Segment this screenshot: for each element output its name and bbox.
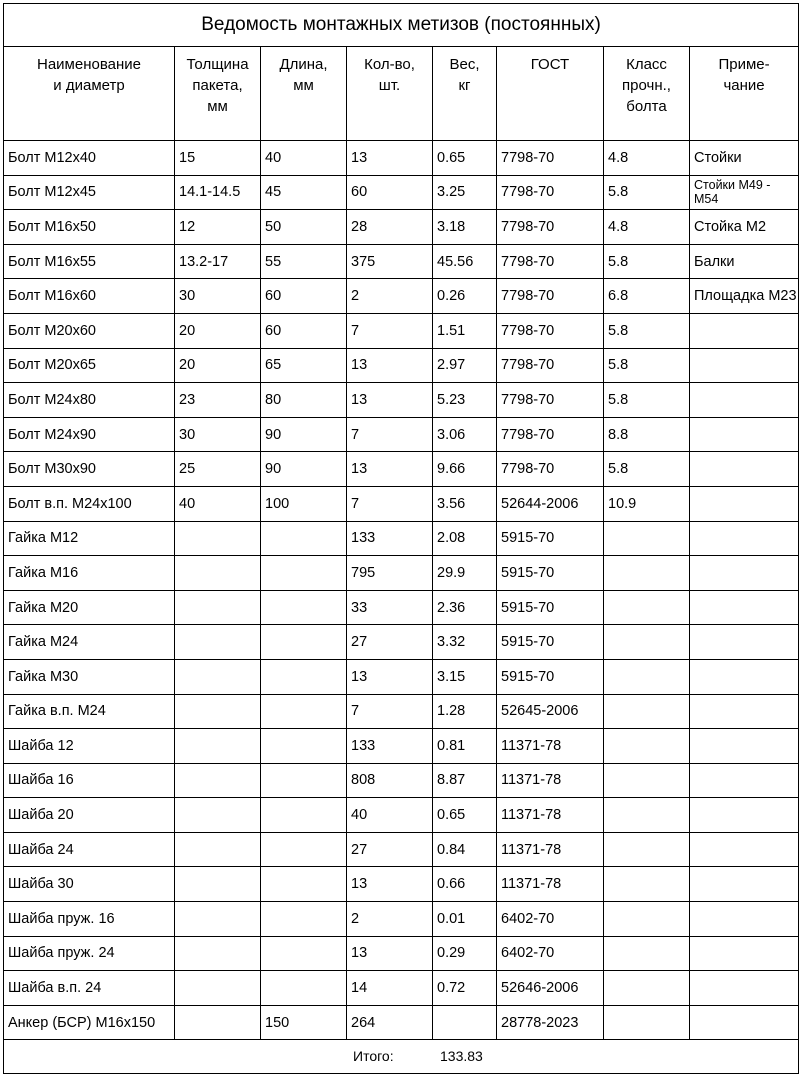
cell-thickness: 23 (175, 383, 261, 418)
cell-name: Гайка М30 (4, 659, 175, 694)
cell-weight: 3.32 (433, 625, 497, 660)
cell-gost: 28778-2023 (497, 1005, 604, 1040)
cell-note: Стойка М2 (690, 210, 799, 245)
cell-quantity: 33 (347, 590, 433, 625)
cell-quantity: 13 (347, 348, 433, 383)
cell-weight: 2.97 (433, 348, 497, 383)
header-line: Класс (626, 56, 667, 73)
table-body (4, 141, 799, 1040)
total-label: Итого: (353, 1048, 394, 1065)
cell-length (261, 521, 347, 556)
cell-name: Болт М20x60 (4, 313, 175, 348)
cell-length (261, 798, 347, 833)
cell-weight: 2.36 (433, 590, 497, 625)
metizy-sheet (3, 3, 798, 1063)
cell-length: 45 (261, 175, 347, 210)
cell-note (690, 694, 799, 729)
cell-length: 80 (261, 383, 347, 418)
cell-quantity: 133 (347, 521, 433, 556)
cell-name: Шайба 16 (4, 763, 175, 798)
cell-quantity: 808 (347, 763, 433, 798)
header-line: Наименование (37, 56, 141, 73)
cell-thickness: 20 (175, 313, 261, 348)
cell-thickness: 30 (175, 417, 261, 452)
cell-length (261, 556, 347, 591)
table-row (4, 694, 799, 729)
cell-gost: 5915-70 (497, 590, 604, 625)
header-thickness (175, 47, 261, 141)
cell-length (261, 867, 347, 902)
cell-note (690, 590, 799, 625)
cell-gost: 7798-70 (497, 313, 604, 348)
header-line: Кол-во, (364, 56, 415, 73)
cell-length (261, 832, 347, 867)
cell-length: 55 (261, 244, 347, 279)
cell-name: Шайба 12 (4, 729, 175, 764)
cell-length: 150 (261, 1005, 347, 1040)
cell-name: Гайка М20 (4, 590, 175, 625)
cell-thickness: 20 (175, 348, 261, 383)
cell-name: Болт М16x50 (4, 210, 175, 245)
cell-gost: 7798-70 (497, 244, 604, 279)
cell-quantity: 13 (347, 867, 433, 902)
header-line: Вес, (449, 56, 480, 73)
cell-weight: 0.65 (433, 798, 497, 833)
cell-thickness (175, 763, 261, 798)
table-row (4, 452, 799, 487)
cell-strength-class (604, 729, 690, 764)
cell-thickness: 15 (175, 141, 261, 176)
cell-strength-class (604, 936, 690, 971)
cell-gost: 7798-70 (497, 279, 604, 314)
cell-strength-class (604, 832, 690, 867)
cell-name: Гайка М24 (4, 625, 175, 660)
cell-strength-class (604, 694, 690, 729)
cell-quantity: 13 (347, 936, 433, 971)
cell-gost: 7798-70 (497, 383, 604, 418)
cell-weight: 0.65 (433, 141, 497, 176)
cell-note (690, 417, 799, 452)
cell-thickness (175, 659, 261, 694)
cell-strength-class: 5.8 (604, 452, 690, 487)
header-line: болта (626, 98, 667, 115)
cell-quantity: 13 (347, 141, 433, 176)
total-cell (4, 1040, 799, 1074)
cell-name: Шайба пруж. 16 (4, 902, 175, 937)
cell-length (261, 763, 347, 798)
header-quantity (347, 47, 433, 141)
cell-quantity: 7 (347, 417, 433, 452)
header-line: ГОСТ (530, 56, 570, 73)
cell-weight: 29.9 (433, 556, 497, 591)
table-row (4, 244, 799, 279)
cell-name: Болт М12x45 (4, 175, 175, 210)
cell-weight: 0.66 (433, 867, 497, 902)
cell-length (261, 625, 347, 660)
cell-gost: 11371-78 (497, 798, 604, 833)
cell-weight: 5.23 (433, 383, 497, 418)
table-row (4, 210, 799, 245)
cell-gost: 11371-78 (497, 832, 604, 867)
cell-length: 50 (261, 210, 347, 245)
cell-strength-class (604, 867, 690, 902)
cell-note (690, 383, 799, 418)
cell-strength-class (604, 902, 690, 937)
cell-quantity: 28 (347, 210, 433, 245)
cell-name: Шайба в.п. 24 (4, 971, 175, 1006)
cell-thickness: 13.2-17 (175, 244, 261, 279)
header-length (261, 47, 347, 141)
cell-strength-class: 6.8 (604, 279, 690, 314)
cell-quantity: 7 (347, 313, 433, 348)
cell-length (261, 902, 347, 937)
cell-note (690, 832, 799, 867)
table-title: Ведомость монтажных метизов (постоянных) (4, 4, 799, 47)
cell-note (690, 971, 799, 1006)
cell-weight: 0.84 (433, 832, 497, 867)
header-line: чание (723, 77, 765, 94)
cell-thickness: 40 (175, 486, 261, 521)
cell-note (690, 1005, 799, 1040)
cell-gost: 7798-70 (497, 175, 604, 210)
cell-note: Площадка М23 (690, 279, 799, 314)
header-line: мм (293, 77, 314, 94)
cell-weight: 2.08 (433, 521, 497, 556)
table-row (4, 348, 799, 383)
header-line: Длина, (279, 56, 328, 73)
table-row (4, 659, 799, 694)
cell-quantity: 795 (347, 556, 433, 591)
cell-length: 60 (261, 313, 347, 348)
cell-quantity: 40 (347, 798, 433, 833)
header-weight (433, 47, 497, 141)
header-row (4, 47, 799, 141)
cell-gost: 7798-70 (497, 452, 604, 487)
cell-name: Шайба пруж. 24 (4, 936, 175, 971)
cell-strength-class (604, 659, 690, 694)
cell-name: Болт М20x65 (4, 348, 175, 383)
cell-name: Шайба 20 (4, 798, 175, 833)
cell-strength-class: 10.9 (604, 486, 690, 521)
cell-thickness (175, 798, 261, 833)
cell-quantity: 14 (347, 971, 433, 1006)
cell-note: Стойки М49 - М54 (690, 175, 799, 210)
table-row (4, 832, 799, 867)
cell-name: Гайка в.п. М24 (4, 694, 175, 729)
cell-weight: 0.26 (433, 279, 497, 314)
cell-quantity: 7 (347, 486, 433, 521)
cell-strength-class (604, 971, 690, 1006)
cell-note (690, 625, 799, 660)
cell-note: Балки (690, 244, 799, 279)
cell-name: Болт М24x80 (4, 383, 175, 418)
cell-length: 65 (261, 348, 347, 383)
cell-name: Шайба 24 (4, 832, 175, 867)
cell-weight: 1.28 (433, 694, 497, 729)
cell-length (261, 936, 347, 971)
table-row (4, 729, 799, 764)
cell-strength-class (604, 521, 690, 556)
cell-strength-class: 5.8 (604, 313, 690, 348)
cell-strength-class (604, 763, 690, 798)
cell-length (261, 590, 347, 625)
table-row (4, 313, 799, 348)
cell-thickness: 12 (175, 210, 261, 245)
table-row (4, 798, 799, 833)
cell-gost: 11371-78 (497, 867, 604, 902)
cell-name: Болт М12x40 (4, 141, 175, 176)
header-line: и диаметр (53, 77, 125, 94)
table-row (4, 936, 799, 971)
header-line: пакета, (192, 77, 243, 94)
cell-quantity: 27 (347, 832, 433, 867)
cell-gost: 11371-78 (497, 763, 604, 798)
cell-note (690, 486, 799, 521)
cell-gost: 11371-78 (497, 729, 604, 764)
cell-strength-class (604, 798, 690, 833)
table-row (4, 590, 799, 625)
table-row (4, 521, 799, 556)
cell-strength-class: 5.8 (604, 175, 690, 210)
total-row (4, 1040, 799, 1074)
cell-weight: 0.81 (433, 729, 497, 764)
cell-quantity: 264 (347, 1005, 433, 1040)
cell-weight: 8.87 (433, 763, 497, 798)
cell-thickness (175, 867, 261, 902)
cell-thickness (175, 729, 261, 764)
cell-gost: 7798-70 (497, 210, 604, 245)
cell-gost: 6402-70 (497, 902, 604, 937)
cell-thickness (175, 521, 261, 556)
cell-weight: 3.06 (433, 417, 497, 452)
cell-thickness (175, 590, 261, 625)
cell-weight: 1.51 (433, 313, 497, 348)
cell-thickness (175, 971, 261, 1006)
cell-strength-class: 4.8 (604, 141, 690, 176)
cell-note (690, 729, 799, 764)
cell-note: Стойки (690, 141, 799, 176)
cell-length (261, 729, 347, 764)
cell-weight: 45.56 (433, 244, 497, 279)
header-note (690, 47, 799, 141)
cell-note (690, 521, 799, 556)
cell-gost: 7798-70 (497, 141, 604, 176)
cell-weight: 3.25 (433, 175, 497, 210)
cell-gost: 5915-70 (497, 659, 604, 694)
cell-note (690, 798, 799, 833)
cell-quantity: 13 (347, 452, 433, 487)
cell-thickness (175, 694, 261, 729)
cell-weight: 0.01 (433, 902, 497, 937)
header-line: Приме- (718, 56, 770, 73)
cell-name: Гайка М16 (4, 556, 175, 591)
cell-length: 60 (261, 279, 347, 314)
cell-strength-class: 8.8 (604, 417, 690, 452)
cell-name: Болт М24x90 (4, 417, 175, 452)
cell-note (690, 763, 799, 798)
cell-length (261, 971, 347, 1006)
header-line: кг (458, 77, 471, 94)
cell-strength-class (604, 1005, 690, 1040)
title-row (4, 4, 799, 47)
cell-length (261, 659, 347, 694)
cell-weight: 9.66 (433, 452, 497, 487)
cell-quantity: 2 (347, 279, 433, 314)
cell-note (690, 556, 799, 591)
cell-name: Болт М30x90 (4, 452, 175, 487)
cell-gost: 52646-2006 (497, 971, 604, 1006)
cell-weight: 3.18 (433, 210, 497, 245)
cell-weight: 3.15 (433, 659, 497, 694)
cell-name: Болт М16x55 (4, 244, 175, 279)
table-row (4, 175, 799, 210)
header-line: шт. (378, 77, 401, 94)
header-line: Толщина (186, 56, 249, 73)
cell-note (690, 902, 799, 937)
cell-weight (433, 1005, 497, 1040)
cell-name: Анкер (БСР) М16x150 (4, 1005, 175, 1040)
cell-thickness (175, 902, 261, 937)
table-row (4, 971, 799, 1006)
table-row (4, 141, 799, 176)
cell-strength-class (604, 590, 690, 625)
cell-thickness: 30 (175, 279, 261, 314)
cell-gost: 7798-70 (497, 348, 604, 383)
cell-note (690, 659, 799, 694)
table-row (4, 279, 799, 314)
header-strength-class (604, 47, 690, 141)
cell-strength-class: 5.8 (604, 383, 690, 418)
cell-gost: 5915-70 (497, 556, 604, 591)
cell-gost: 52644-2006 (497, 486, 604, 521)
header-line: прочн., (622, 77, 671, 94)
cell-quantity: 7 (347, 694, 433, 729)
header-name (4, 47, 175, 141)
cell-quantity: 27 (347, 625, 433, 660)
table-row (4, 383, 799, 418)
cell-strength-class (604, 556, 690, 591)
cell-weight: 3.56 (433, 486, 497, 521)
cell-gost: 7798-70 (497, 417, 604, 452)
cell-quantity: 133 (347, 729, 433, 764)
cell-length: 40 (261, 141, 347, 176)
total-value: 133.83 (440, 1048, 483, 1065)
cell-thickness (175, 832, 261, 867)
table-row (4, 867, 799, 902)
table-row (4, 902, 799, 937)
cell-note (690, 348, 799, 383)
cell-name: Гайка М12 (4, 521, 175, 556)
table-row (4, 1005, 799, 1040)
cell-quantity: 60 (347, 175, 433, 210)
cell-quantity: 13 (347, 383, 433, 418)
table-row (4, 763, 799, 798)
cell-thickness (175, 625, 261, 660)
cell-name: Болт М16x60 (4, 279, 175, 314)
cell-length: 100 (261, 486, 347, 521)
cell-note (690, 936, 799, 971)
cell-thickness (175, 936, 261, 971)
cell-gost: 52645-2006 (497, 694, 604, 729)
cell-quantity: 13 (347, 659, 433, 694)
cell-note (690, 452, 799, 487)
cell-thickness (175, 556, 261, 591)
cell-length (261, 694, 347, 729)
cell-weight: 0.72 (433, 971, 497, 1006)
metizy-table (3, 3, 799, 1074)
header-gost (497, 47, 604, 141)
cell-note (690, 867, 799, 902)
cell-strength-class: 5.8 (604, 348, 690, 383)
table-row (4, 556, 799, 591)
cell-name: Шайба 30 (4, 867, 175, 902)
cell-thickness (175, 1005, 261, 1040)
cell-name: Болт в.п. М24x100 (4, 486, 175, 521)
cell-length: 90 (261, 417, 347, 452)
cell-length: 90 (261, 452, 347, 487)
cell-thickness: 14.1-14.5 (175, 175, 261, 210)
cell-quantity: 375 (347, 244, 433, 279)
table-row (4, 417, 799, 452)
table-row (4, 625, 799, 660)
cell-strength-class: 5.8 (604, 244, 690, 279)
cell-strength-class (604, 625, 690, 660)
cell-strength-class: 4.8 (604, 210, 690, 245)
cell-gost: 5915-70 (497, 625, 604, 660)
cell-thickness: 25 (175, 452, 261, 487)
cell-gost: 6402-70 (497, 936, 604, 971)
table-row (4, 486, 799, 521)
header-line: мм (207, 98, 228, 115)
cell-gost: 5915-70 (497, 521, 604, 556)
cell-weight: 0.29 (433, 936, 497, 971)
cell-quantity: 2 (347, 902, 433, 937)
cell-note (690, 313, 799, 348)
